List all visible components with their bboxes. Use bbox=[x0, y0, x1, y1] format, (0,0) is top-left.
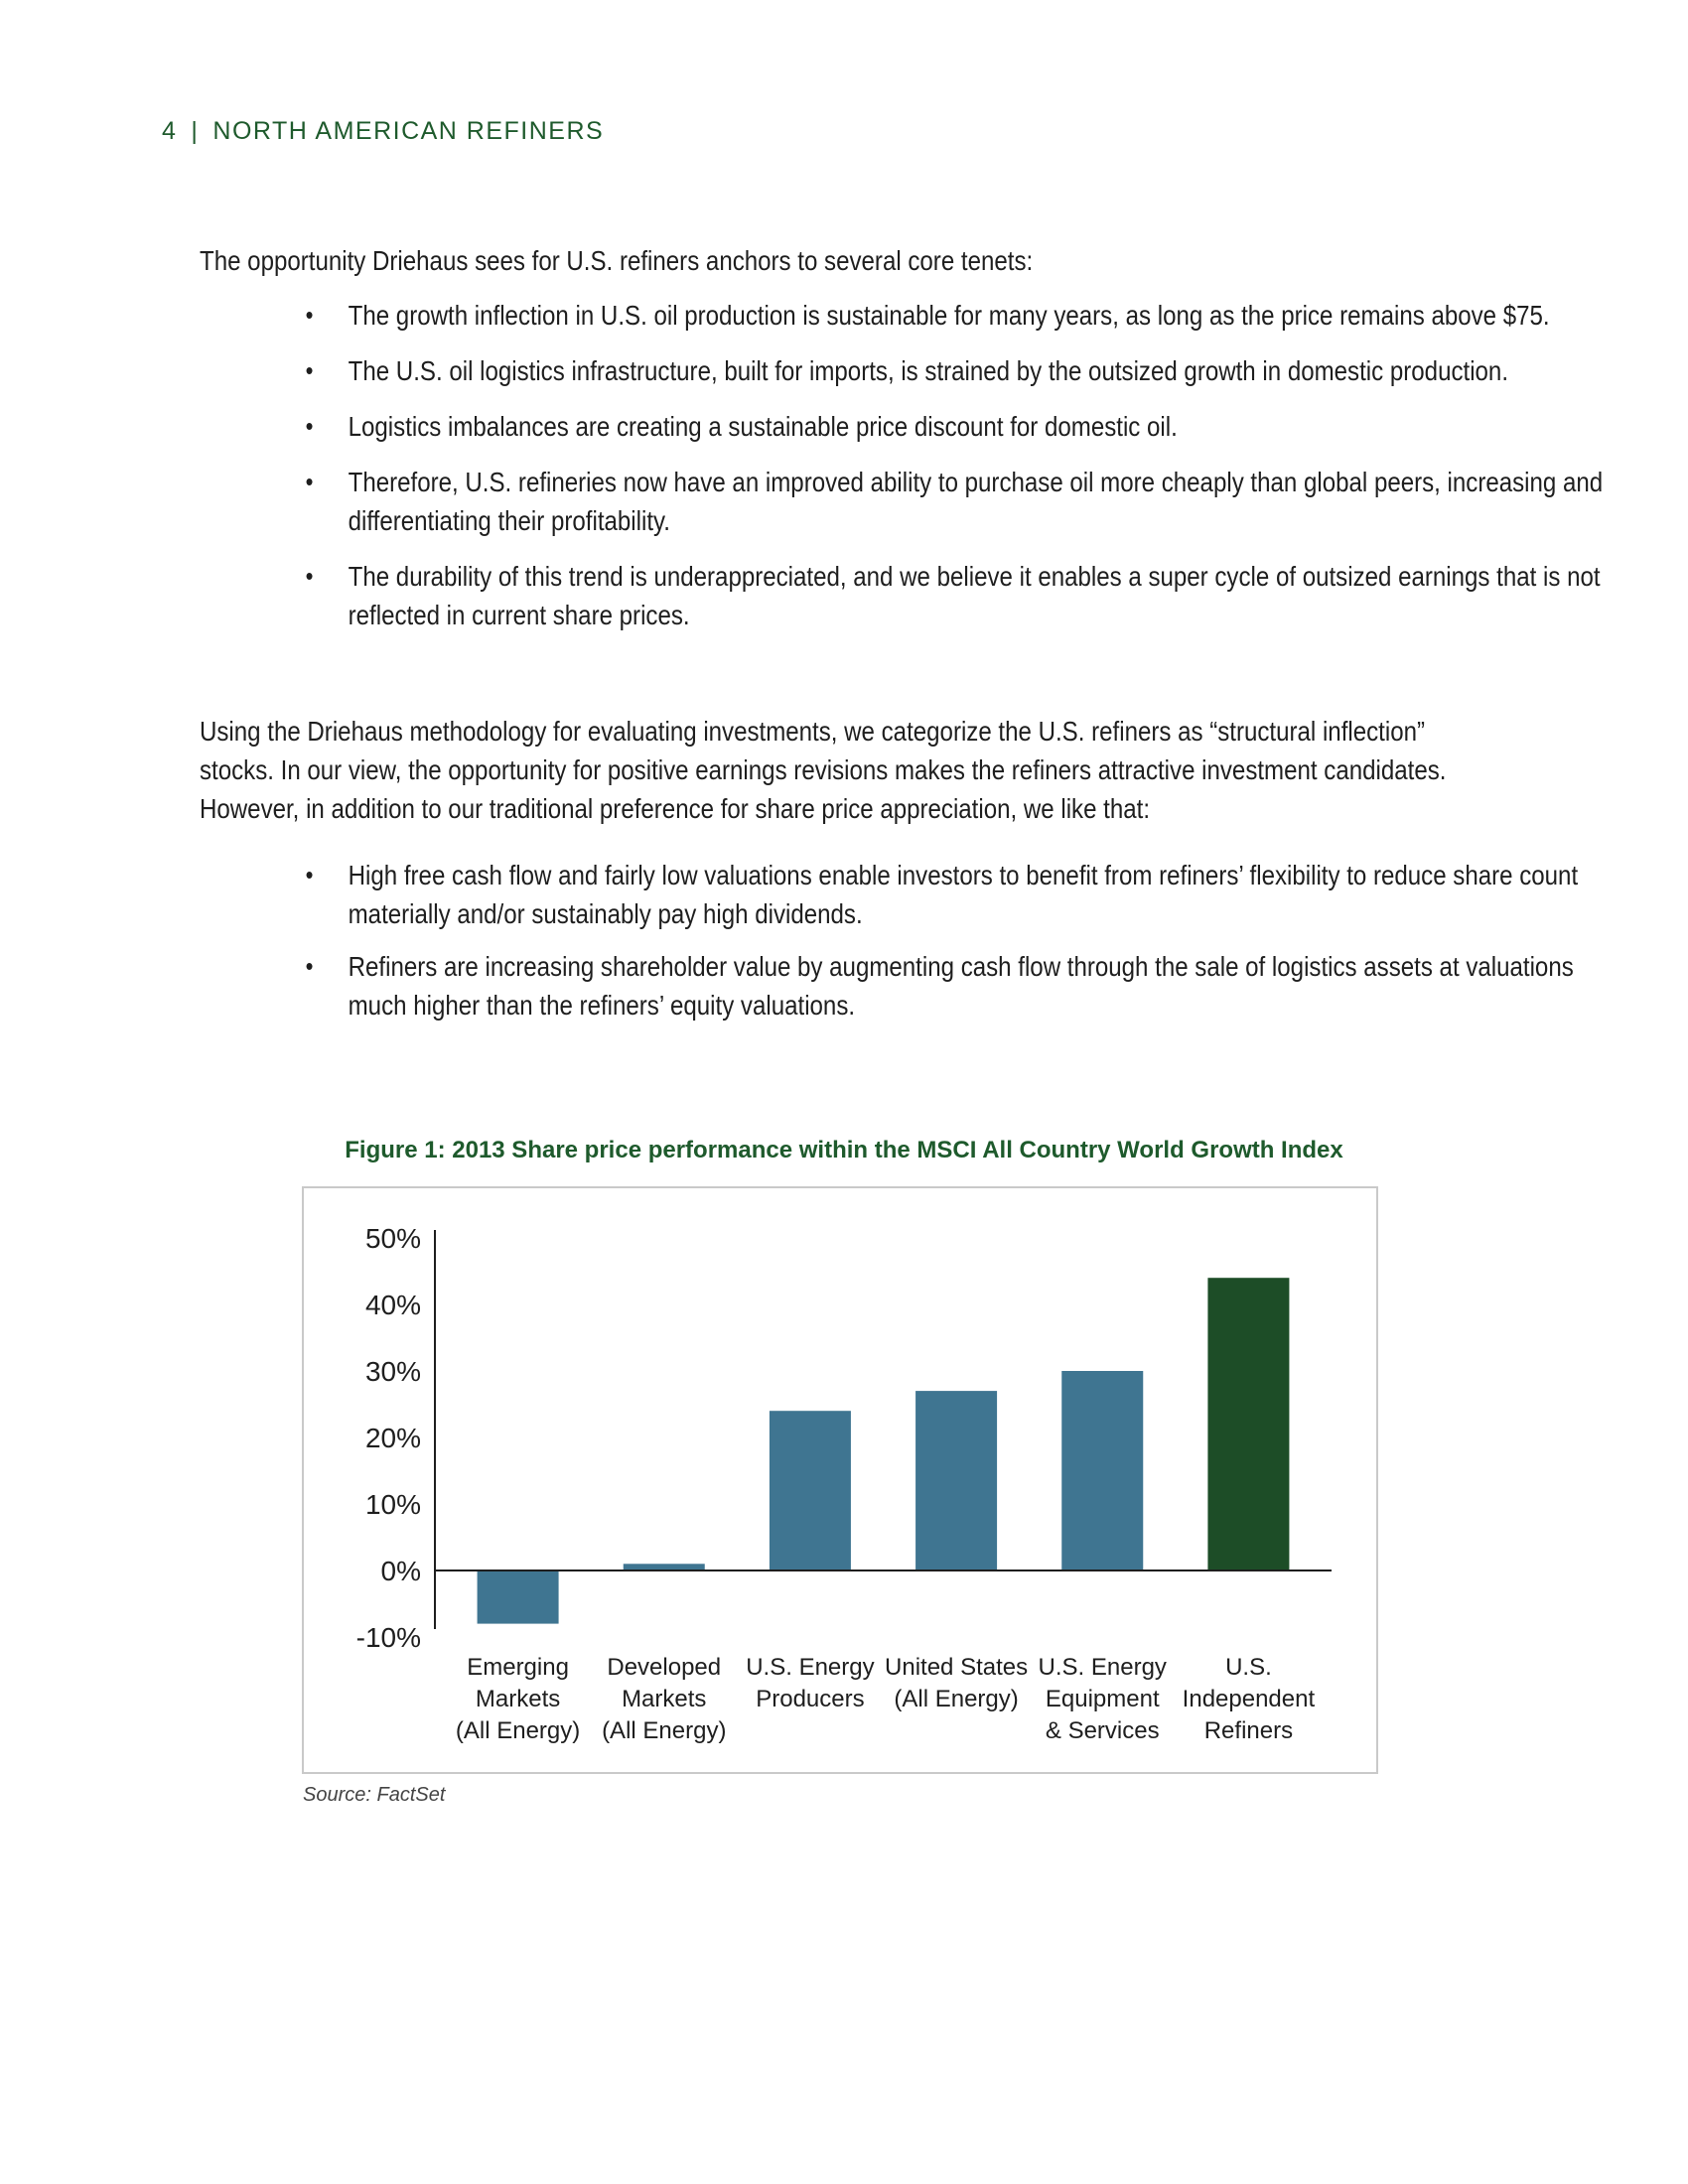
bar bbox=[915, 1391, 997, 1570]
y-tick-label: 50% bbox=[364, 1223, 421, 1254]
list-item bbox=[306, 463, 1607, 540]
y-tick-label: 30% bbox=[364, 1356, 421, 1387]
list-item-text: High free cash flow and fairly low valuations enable investors to benefit from refiners’ flexibility to reduce share count materially and/or sustainably pay high dividends. bbox=[348, 860, 1579, 929]
bar bbox=[1207, 1278, 1289, 1570]
x-tick-label: Equipment bbox=[1045, 1686, 1160, 1712]
x-tick-label: Refiners bbox=[1203, 1717, 1294, 1744]
x-tick-label: U.S. Energy bbox=[746, 1654, 875, 1681]
page-header bbox=[162, 117, 604, 146]
x-tick-label: (All Energy) bbox=[602, 1717, 727, 1744]
section-title: NORTH AMERICAN REFINERS bbox=[212, 117, 605, 145]
methodology-paragraph: Using the Driehaus methodology for evaluating investments, we categorize the U.S. refiners as “structural inflection” stocks. In our view, the opportunity for positive earnings revisions makes the refiners attractive investment candidates. However, in addition to our traditional preference for share price appreciation, we like that: bbox=[200, 716, 1447, 824]
likes-list bbox=[306, 856, 1607, 1038]
list-item-text: Therefore, U.S. refineries now have an improved ability to purchase oil more cheaply than global peers, increasing and differentiating their profitability. bbox=[348, 467, 1604, 536]
list-item bbox=[306, 856, 1607, 933]
list-item-text: Refiners are increasing shareholder value by augmenting cash flow through the sale of logistics assets at valuations much higher than the refiners’ equity valuations. bbox=[348, 951, 1574, 1021]
y-tick-label: 20% bbox=[364, 1423, 421, 1453]
figure-source: Source: FactSet bbox=[303, 1784, 446, 1806]
x-tick-label: Markets bbox=[475, 1686, 561, 1712]
x-tick-label: United States bbox=[885, 1654, 1029, 1681]
x-tick-label: Markets bbox=[622, 1686, 707, 1712]
header-separator: | bbox=[191, 117, 200, 145]
bar bbox=[478, 1570, 559, 1624]
x-tick-label: (All Energy) bbox=[455, 1717, 581, 1744]
bullet-icon: • bbox=[305, 411, 314, 441]
bar bbox=[1061, 1371, 1143, 1570]
list-item bbox=[306, 296, 1607, 335]
y-tick-label: 10% bbox=[364, 1489, 421, 1520]
y-tick-label: -10% bbox=[355, 1622, 421, 1653]
list-item bbox=[306, 407, 1607, 446]
intro-paragraph: The opportunity Driehaus sees for U.S. refiners anchors to several core tenets: bbox=[200, 245, 1034, 276]
list-item-text: The U.S. oil logistics infrastructure, built for imports, is strained by the outsized growth in domestic production. bbox=[348, 355, 1509, 386]
x-tick-label: Independent bbox=[1182, 1686, 1316, 1712]
bullet-icon: • bbox=[305, 951, 314, 981]
bullet-icon: • bbox=[305, 300, 314, 330]
bar bbox=[770, 1411, 851, 1570]
x-tick-label: U.S. bbox=[1225, 1654, 1272, 1681]
bar bbox=[624, 1564, 705, 1570]
list-item bbox=[306, 351, 1607, 390]
x-tick-label: & Services bbox=[1045, 1717, 1160, 1744]
bullet-icon: • bbox=[305, 860, 314, 889]
y-tick-label: 40% bbox=[364, 1290, 421, 1320]
list-item bbox=[306, 947, 1607, 1024]
bullet-icon: • bbox=[305, 355, 314, 385]
x-tick-label: Developed bbox=[607, 1654, 722, 1681]
list-item-text: The growth inflection in U.S. oil production is sustainable for many years, as long as the price remains above $75. bbox=[348, 300, 1550, 331]
page-number: 4 bbox=[162, 117, 178, 145]
tenets-list bbox=[306, 296, 1607, 651]
x-tick-label: (All Energy) bbox=[894, 1686, 1019, 1712]
bar-chart bbox=[304, 1188, 1376, 1772]
bullet-icon: • bbox=[305, 467, 314, 496]
list-item bbox=[306, 557, 1607, 634]
figure-title: Figure 1: 2013 Share price performance within the MSCI All Country World Growth Index bbox=[345, 1137, 1343, 1163]
bullet-icon: • bbox=[305, 561, 314, 591]
x-tick-label: Producers bbox=[756, 1686, 865, 1712]
x-tick-label: U.S. Energy bbox=[1038, 1654, 1167, 1681]
list-item-text: Logistics imbalances are creating a sustainable price discount for domestic oil. bbox=[348, 411, 1178, 442]
x-tick-label: Emerging bbox=[467, 1654, 569, 1681]
y-tick-label: 0% bbox=[380, 1556, 421, 1586]
list-item-text: The durability of this trend is underappreciated, and we believe it enables a super cycle of outsized earnings that is not reflected in current share prices. bbox=[348, 561, 1601, 630]
chart-frame bbox=[302, 1186, 1378, 1774]
